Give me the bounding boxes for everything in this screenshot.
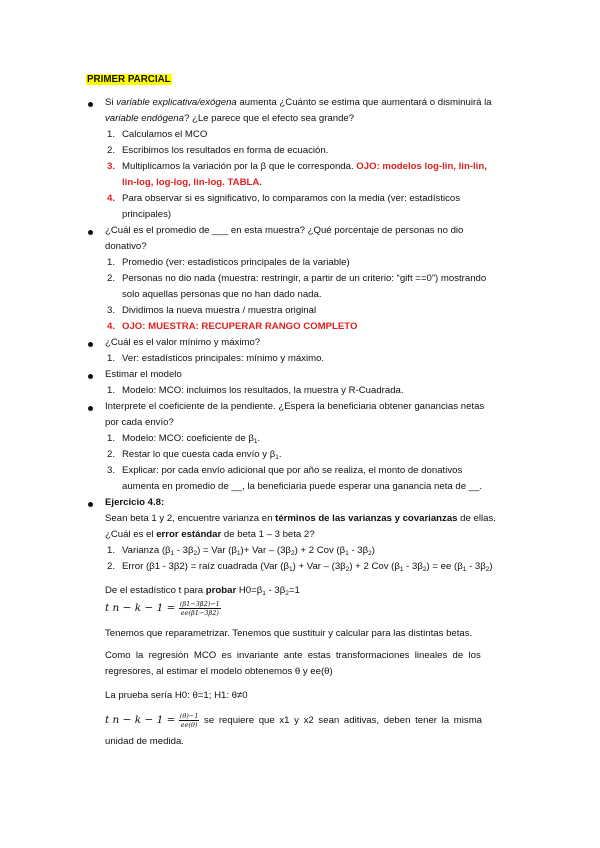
q2-step1: Promedio (ver: estadísticos principales de la variable) [122,257,350,268]
step-number: 2. [106,449,115,460]
step-number: 1. [106,129,115,140]
step-number: 1. [106,545,115,556]
bullet-q3 [88,342,93,347]
bullet-exercise [88,502,93,507]
step-number: 1. [106,257,115,268]
q1-line2: variable endógena? ¿Le parece que el efecto sea grande? [105,113,355,124]
q2-step2-cont: solo aquellas personas que no han dado nada. [122,289,322,300]
q5-step3: Explicar: por cada envío adicional que por año se realiza, el monto de donativos [122,465,463,476]
step-number: 2. [106,561,115,572]
hypothesis-test: La prueba sería H0: θ=1; H1: θ≠0 [105,690,248,701]
q1-step3: Multiplicamos la variación por la β que le corresponda. OJO: modelos log-lin, lin-lin, [122,161,487,172]
q4-step1: Modelo: MCO: incluimos los resultados, la muestra y R-Cuadrada. [122,385,404,396]
q5-step2: Restar lo que cuesta cada envío y $\beta_1$. [122,449,282,461]
q1-step2: Escribimos los resultados en forma de ecuación. [122,145,329,156]
t-statistic-formula-1: t n − k − 1 = $\frac{(\beta 1-3\beta 2)-1}{ee(\beta 1-3\beta 2)}$ [105,599,220,617]
step-number: 2. [106,145,115,156]
q1-step1: Calculamos el MCO [122,129,208,140]
variance-formula: Varianza $(\beta_1 - 3\beta_2)$ = Var $(\beta_1)+$ Var – $(3\beta_2) + 2$ Cov $(\beta_1 - 3\beta_2)$ [122,545,375,557]
bullet-q4 [88,374,93,379]
step-number: 3. [106,465,115,476]
q1-step4: Para observar si es significativo, lo comparamos con la media (ver: estadísticos [122,193,461,204]
step-number: 3. [106,305,115,316]
q1-step4-cont: principales) [122,209,172,220]
step-number: 1. [106,353,115,364]
q2-line2: donativo? [105,241,147,252]
reparametrize-text: Tenemos que reparametrizar. Tenemos que sustituir y calcular para las distintas betas. [105,628,473,639]
bullet-q1 [88,102,93,107]
q5-line1: Interprete el coeficiente de la pendiente. ¿Espera la beneficiaria obtener ganancias netas [105,401,485,412]
exercise-p2: ¿Cuál es el error estándar de beta 1 – 3 beta 2? [105,529,315,540]
step-number: 1. [106,433,115,444]
q3-step1: Ver: estadísticos principales: mínimo y máximo. [122,353,325,364]
step-number: 3. [106,161,115,172]
statistic-line: De el estadístico t para probar $H0=\beta_1 - 3\beta_2=1$ [105,585,300,597]
q1-step3-cont: lin-log, log-log, lin-log. TABLA. [122,177,262,188]
bullet-q5 [88,406,93,411]
exercise-p1: Sean beta 1 y 2, encuentre varianza en términos de las varianzas y covarianzas de ellas. [105,513,496,524]
q2-step2: Personas no dio nada (muestra: restringir, a partir de un criterio: “gift ==0”) mostrando [122,273,487,284]
step-number: 4. [106,321,115,332]
q3-line1: ¿Cuál es el valor mínimo y máximo? [105,337,261,348]
q5-step1: Modelo: MCO: coeficiente de $\beta_1$. [122,433,261,445]
q2-step4: OJO: MUESTRA: RECUPERAR RANGO COMPLETO [122,321,358,332]
q5-step3-cont: aumenta en promedio de __, la beneficiaria puede esperar una ganancia neta de __. [122,481,483,492]
requirement-line2: unidad de medida. [105,736,184,747]
q5-line2: por cada envío? [105,417,174,428]
step-number: 1. [106,385,115,396]
q1-line1: Si variable explicativa/exógena aumenta ¿Cuánto se estima que aumentará o disminuirá la [105,97,492,108]
step-number: 4. [106,193,115,204]
q4-line1: Estimar el modelo [105,369,182,380]
t-statistic-formula-2: t n − k − 1 = $\frac{(\theta)-1}{ee(\theta)}$ se requiere que x1 y x2 sean aditivas, deben tener la misma [105,711,483,729]
step-number: 2. [106,273,115,284]
q2-step3: Dividimos la nueva muestra / muestra original [122,305,317,316]
bullet-q2 [88,230,93,235]
page-title: PRIMER PARCIAL [87,74,171,85]
q2-line1: ¿Cuál es el promedio de ___ en esta muestra? ¿Qué porcentaje de personas no dio [105,225,464,236]
como-line2: regresores, al estimar el modelo obtenemos θ y ee(θ) [105,666,333,677]
error-formula: Error (β1 - 3β2) = raíz cuadrada (Var $(\beta_1)$ + Var – $(3\beta_2) + 2$ Cov $(\beta_1 - 3\beta_2)$ = ee $(\beta_1 - 3\beta_2)$ [122,561,493,573]
como-line1: Como la regresión MCO es invariante ante estas transformaciones lineales de los [105,650,481,661]
exercise-title: Ejercicio 4.8: [105,497,165,508]
